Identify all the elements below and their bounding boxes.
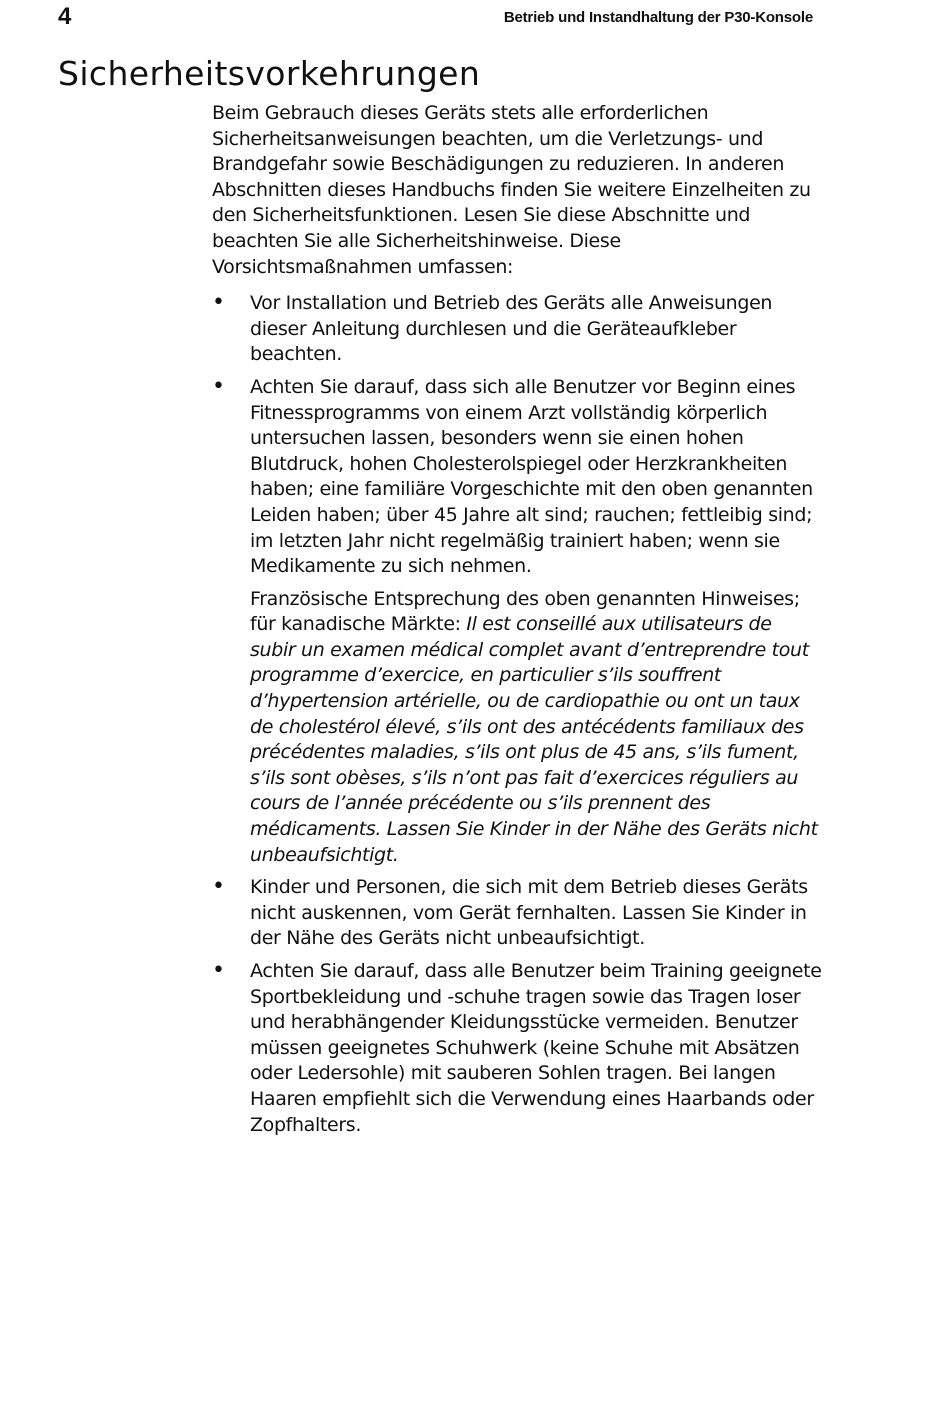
list-item xyxy=(212,875,822,952)
bullet-icon: • xyxy=(212,373,225,399)
bullet-icon: • xyxy=(212,958,225,983)
french-note xyxy=(250,587,822,869)
list-item-text: Achten Sie darauf, dass alle Benutzer beim Training geeignete Sportbekleidung und -schuhe tragen sowie das Tragen loser und herabhängender Kleidungsstücke vermeiden. Benutzer müssen geeignetes Schuhwerk (keine Schuhe mit Absätzen oder Ledersohle) mit sauberen Sohlen tragen. Bei langen Haaren empfiehlt sich die Verwendung eines Haarbands oder Zopfhalters. xyxy=(250,960,822,1136)
page-title: Sicherheitsvorkehrungen xyxy=(58,54,481,93)
french-note-text: Il est conseillé aux utilisateurs de subir un examen médical complet avant d’entreprendre tout programme d’exercice, en particulier s’ils souffrent d’hypertension artérielle, ou de cardiopathie ou ont un taux de cholestérol élevé, s’ils ont des antécédents familiaux des précédentes maladies, s’ils ont plus de 45 ans, s’ils fument, s’ils sont obèses, s’ils n’ont pas fait d’exercices réguliers au cours de l’année précédente ou s’ils prennent des médicaments. Lassen Sie Kinder in der Nähe des Geräts nicht unbeaufsichtigt. xyxy=(250,613,818,866)
running-header: Betrieb und Instandhaltung der P30-Konsole xyxy=(503,9,813,26)
list-item xyxy=(212,291,822,368)
intro-paragraph: Beim Gebrauch dieses Geräts stets alle erforderlichen Sicherheitsanweisungen beachten, um die Verletzungs- und Brandgefahr sowie Beschädigungen zu reduzieren. In anderen Abschnitten dieses Handbuchs finden Sie weitere Einzelheiten zu den Sicherheitsfunktionen. Lesen Sie diese Abschnitte und beachten Sie alle Sicherheitshinweise. Diese Vorsichtsmaßnahmen umfassen: xyxy=(212,102,811,278)
list-item-text: Achten Sie darauf, dass sich alle Benutzer vor Beginn eines Fitnessprogramms von einem Arzt vollständig körperlich untersuchen lassen, besonders wenn sie einen hohen Blutdruck, hohen Cholesterolspiegel oder Herzkrankheiten haben; eine familiäre Vorgeschichte mit den oben genannten Leiden haben; über 45 Jahre alt sind; rauchen; fettleibig sind; im letzten Jahr nicht regelmäßig trainiert haben; wenn sie Medikamente zu sich nehmen. xyxy=(250,375,813,578)
list-item-text: Kinder und Personen, die sich mit dem Betrieb dieses Geräts nicht auskennen, vom Gerät fernhalten. Lassen Sie Kinder in der Nähe des Geräts nicht unbeaufsichtigt. xyxy=(250,876,808,950)
page-number: 4 xyxy=(58,3,72,30)
list-item-text: Vor Installation und Betrieb des Geräts alle Anweisungen dieser Anleitung durchlesen und die Geräteaufkleber beachten. xyxy=(250,292,773,366)
bullet-icon: • xyxy=(212,874,225,900)
french-note-label: Französische Entsprechung des oben genannten Hinweises; für kanadische Märkte: xyxy=(250,587,800,636)
list-item xyxy=(212,959,822,1138)
safety-list xyxy=(212,291,822,1138)
bullet-icon: • xyxy=(212,290,225,316)
section-body xyxy=(212,101,822,1145)
list-item xyxy=(212,375,822,868)
